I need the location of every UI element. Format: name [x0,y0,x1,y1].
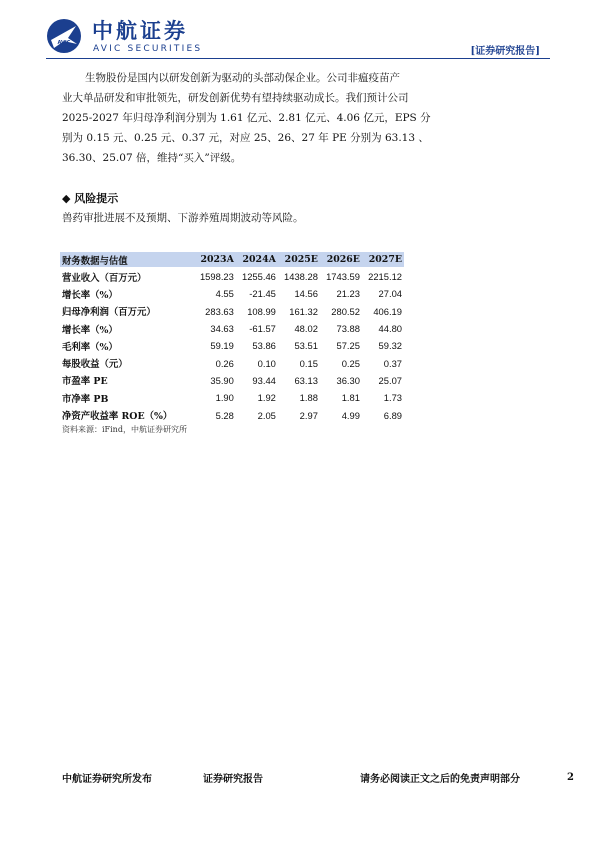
table-cell: 35.90 [210,374,234,386]
header-divider [46,58,550,59]
table-row [60,303,404,320]
risk-heading: ◆ 风险提示 [62,192,119,205]
table-cell: 21.23 [336,288,360,300]
financial-forecast-table [60,252,404,424]
table-cell: 0.15 [299,357,318,369]
table-cell: 57.25 [336,340,360,352]
paragraph-line: 生物股份是国内以研发创新为驱动的头部动保企业。公司非瘟疫苗产 [85,72,400,84]
table-cell: 280.52 [331,305,360,317]
table-cell: 14.56 [294,288,318,300]
table-cell: 1743.59 [326,271,360,283]
logo-chinese-name: 中航证券 [92,19,188,43]
table-cell: 73.88 [336,323,360,335]
avic-plane-logo-icon [46,18,82,54]
table-cell: 59.32 [378,340,402,352]
table-header-cell: 2024A [236,252,278,268]
table-cell: -21.45 [249,288,276,300]
footer-report-type: 证券研究报告 [203,774,263,785]
table-cell: 2215.12 [368,271,402,283]
footer-publisher: 中航证券研究所发布 [62,774,152,785]
table-cell: 1.81 [341,392,360,404]
row-label: 毛利率（%） [62,341,118,353]
table-header-cell: 2027E [362,252,404,268]
table-cell: 53.86 [252,340,276,352]
row-label: 净资产收益率 ROE（%） [62,411,173,423]
table-row [60,389,404,406]
table-cell: 1.92 [257,392,276,404]
table-row [60,320,404,337]
table-cell: 108.99 [247,305,276,317]
paragraph-line: 2025-2027 年归母净利润分别为 1.61 亿元、2.81 亿元、4.06 亿元，EPS 分 [62,112,431,124]
table-cell: 34.63 [210,323,234,335]
table-cell: 53.51 [294,340,318,352]
table-row [60,372,404,389]
paragraph-line: 业大单品研发和审批领先，研发创新优势有望持续驱动成长。我们预计公司 [62,92,409,104]
table-cell: 4.55 [215,288,234,300]
table-cell: 2.05 [257,409,276,421]
table-cell: 1255.46 [242,271,276,283]
table-header-cell: 2023A [194,252,236,268]
table-cell: 48.02 [294,323,318,335]
table-cell: 27.04 [378,288,402,300]
page-footer [62,770,542,790]
footer-disclaimer-note: 请务必阅读正文之后的免责声明部分 [360,774,520,785]
table-cell: 59.19 [210,340,234,352]
table-cell: 63.13 [294,374,318,386]
table-cell: 161.32 [289,305,318,317]
risk-text: 兽药审批进展不及预期、下游养殖周期波动等风险。 [62,212,304,224]
table-cell: 5.28 [215,409,234,421]
row-label: 市净率 PB [62,393,109,405]
page-header [0,0,596,64]
table-cell: 406.19 [373,305,402,317]
table-header-row [60,252,404,268]
table-cell: 2.97 [299,409,318,421]
table-source-note: 资料来源：iFind，中航证券研究所 [62,425,187,434]
row-label: 归母净利润（百万元） [62,307,156,319]
table-cell: 0.25 [341,357,360,369]
table-cell: 0.10 [257,357,276,369]
table-cell: 283.63 [205,305,234,317]
table-cell: 93.44 [252,374,276,386]
row-label: 增长率（%） [62,289,118,301]
logo-english-name: AVIC SECURITIES [93,44,203,54]
table-cell: 0.26 [215,357,234,369]
table-cell: 44.80 [378,323,402,335]
table-header-cell: 财务数据与估值 [60,252,194,268]
row-label: 营业收入（百万元） [62,272,147,284]
row-label: 市盈率 PE [62,376,108,388]
table-cell: 1.88 [299,392,318,404]
table-cell: 0.37 [383,357,402,369]
investment-summary-paragraph [62,68,542,168]
table-cell: 1.90 [215,392,234,404]
paragraph-line: 36.30、25.07 倍，维持“买入”评级。 [62,152,242,164]
row-label: 每股收益（元） [62,359,128,371]
table-cell: 1598.23 [199,271,234,283]
table-cell: 1.73 [383,392,402,404]
table-row [60,285,404,302]
table-row [60,268,404,286]
table-cell: 1438.28 [284,271,318,283]
table-cell: 4.99 [341,409,360,421]
row-label: 增长率（%） [62,324,118,336]
table-cell: 25.07 [378,374,402,386]
table-row [60,354,404,371]
paragraph-line: 别为 0.15 元、0.25 元、0.37 元，对应 25、26、27 年 PE 分别为 63.13 、 [62,132,429,144]
svg-text:AVIC: AVIC [57,40,71,46]
table-row [60,337,404,354]
table-row [60,406,404,423]
table-header-cell: 2025E [278,252,320,268]
table-cell: 6.89 [383,409,402,421]
table-header-cell: 2026E [320,252,362,268]
report-type-tag: [证券研究报告] [470,46,540,57]
table-cell: -61.57 [249,323,276,335]
page-number: 2 [567,772,574,783]
table-cell: 36.30 [336,374,360,386]
